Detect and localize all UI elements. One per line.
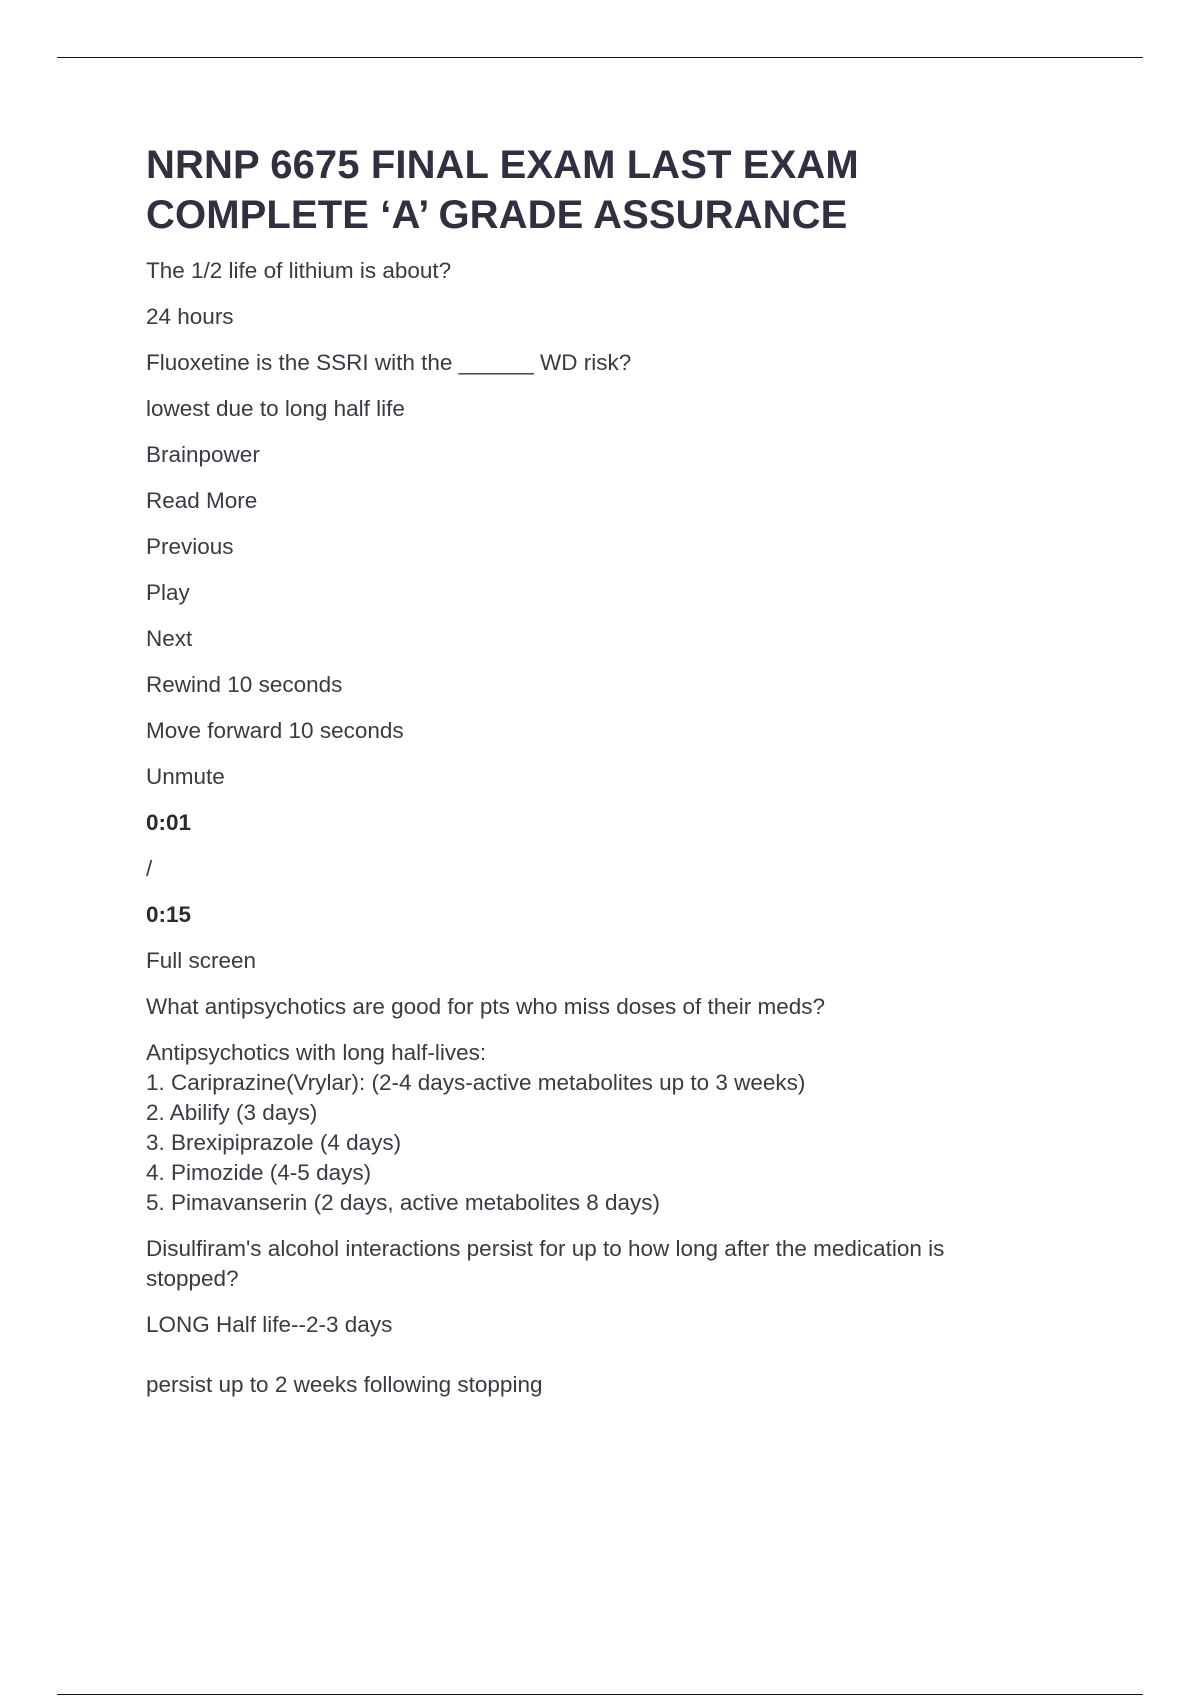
rewind-text: Rewind 10 seconds (146, 672, 343, 697)
antipsychotic-item: 5. Pimavanserin (2 days, active metabolites 8 days) (146, 1190, 660, 1215)
brainpower-label: Brainpower (146, 442, 260, 467)
bottom-rule (57, 1694, 1143, 1695)
answer-antipsychotics (146, 1038, 1046, 1218)
play-text: Play (146, 580, 190, 605)
read-more-text: Read More (146, 488, 258, 513)
answer-fluoxetine: lowest due to long half life (146, 396, 405, 421)
previous-text: Previous (146, 534, 234, 559)
question-antipsychotics: What antipsychotics are good for pts who miss doses of their meds? (146, 994, 826, 1019)
antipsychotic-item: 2. Abilify (3 days) (146, 1100, 318, 1125)
document-body (146, 140, 1046, 1416)
current-time: 0:01 (146, 810, 192, 835)
time-separator: / (146, 856, 153, 881)
forward-text: Move forward 10 seconds (146, 718, 404, 743)
next-text: Next (146, 626, 193, 651)
answer-disulfiram-1: LONG Half life--2-3 days (146, 1312, 393, 1337)
total-time: 0:15 (146, 902, 192, 927)
answer-disulfiram-2: persist up to 2 weeks following stopping (146, 1372, 543, 1397)
answer-lithium: 24 hours (146, 304, 234, 329)
title-line-1: NRNP 6675 FINAL EXAM LAST EXAM (146, 143, 859, 187)
question-fluoxetine: Fluoxetine is the SSRI with the ______ WD risk? (146, 350, 632, 375)
antipsychotics-heading: Antipsychotics with long half-lives: (146, 1040, 487, 1065)
antipsychotic-item: 3. Brexipiprazole (4 days) (146, 1130, 402, 1155)
question-disulfiram (146, 1234, 1046, 1294)
document-title (146, 140, 1046, 240)
question-disulfiram-line-2: stopped? (146, 1266, 239, 1291)
antipsychotic-item: 1. Cariprazine(Vrylar): (2-4 days-active metabolites up to 3 weeks) (146, 1070, 806, 1095)
unmute-text: Unmute (146, 764, 225, 789)
full-screen-text: Full screen (146, 948, 257, 973)
top-rule (57, 57, 1143, 58)
antipsychotic-item: 4. Pimozide (4-5 days) (146, 1160, 372, 1185)
title-line-2: COMPLETE ‘A’ GRADE ASSURANCE (146, 193, 848, 237)
question-lithium: The 1/2 life of lithium is about? (146, 258, 452, 283)
question-disulfiram-line-1: Disulfiram's alcohol interactions persist for up to how long after the medication is (146, 1236, 945, 1261)
